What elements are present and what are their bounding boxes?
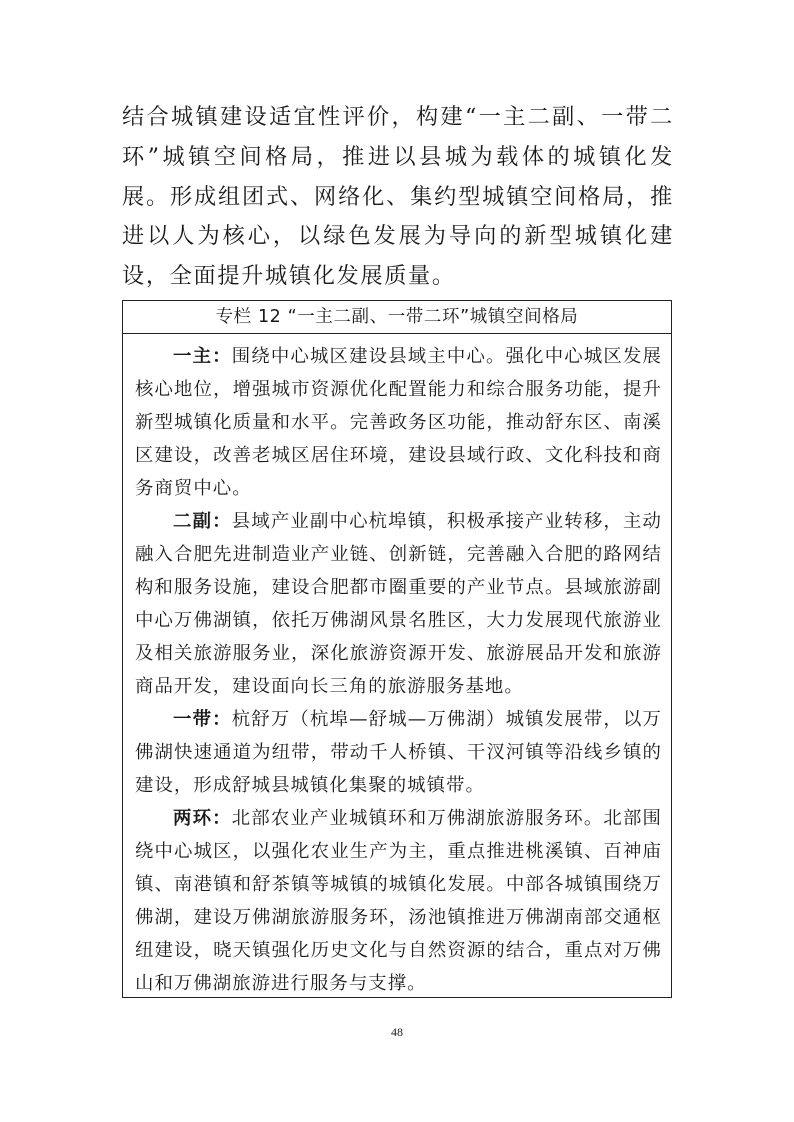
- section-text: 杭舒万（杭埠—舒城—万佛湖）城镇发展带，以万佛湖快速通道为纽带，带动千人桥镇、干汊河镇等沿线乡镇的建设，形成舒城县城镇化集聚的城镇带。: [135, 709, 662, 796]
- section-lead: 两环：: [173, 808, 232, 829]
- section-lead: 一主：: [173, 346, 232, 367]
- section-lead: 一带：: [173, 709, 232, 730]
- section-text: 北部农业产业城镇环和万佛湖旅游服务环。北部围绕中心城区，以强化农业生产为主，重点推进桃溪镇、百神庙镇、南港镇和舒茶镇等城镇的城镇化发展。中部各城镇围绕万佛湖，建设万佛湖旅游服务环，汤池镇推进万佛湖南部交通枢纽建设，晓天镇强化历史文化与自然资源的结合，重点对万佛山和万佛湖旅游进行服务与支撑。: [135, 808, 662, 994]
- column-body: [123, 334, 671, 1000]
- section-lianghuan: [135, 802, 662, 1000]
- section-text: 围绕中心城区建设县域主中心。强化中心城区发展核心地位，增强城市资源优化配置能力和综合服务功能，提升新型城镇化质量和水平。完善政务区功能，推动舒东区、南溪区建设，改善老城区居住环境，建设县域行政、文化科技和商务商贸中心。: [135, 346, 662, 499]
- section-yizhu: [135, 340, 662, 505]
- column-box: [122, 300, 672, 998]
- column-title: 专栏 12 “一主二副、一带二环”城镇空间格局: [123, 301, 671, 334]
- section-erfu: [135, 505, 662, 703]
- section-yidai: [135, 703, 662, 802]
- section-text: 县域产业副中心杭埠镇，积极承接产业转移，主动融入合肥先进制造业产业链、创新链，完善融入合肥的路网结构和服务设施，建设合肥都市圈重要的产业节点。县域旅游副中心万佛湖镇，依托万佛湖风景名胜区，大力发展现代旅游业及相关旅游服务业，深化旅游资源开发、旅游展品开发和旅游商品开发，建设面向长三角的旅游服务基地。: [135, 511, 662, 697]
- intro-paragraph: 结合城镇建设适宜性评价，构建“一主二副、一带二环”城镇空间格局，推进以县城为载体的城镇化发展。形成组团式、网络化、集约型城镇空间格局，推进以人为核心，以绿色发展为导向的新型城镇化建设，全面提升城镇化发展质量。: [122, 104, 674, 290]
- section-lead: 二副：: [173, 511, 232, 532]
- page-number: 48: [391, 1025, 403, 1039]
